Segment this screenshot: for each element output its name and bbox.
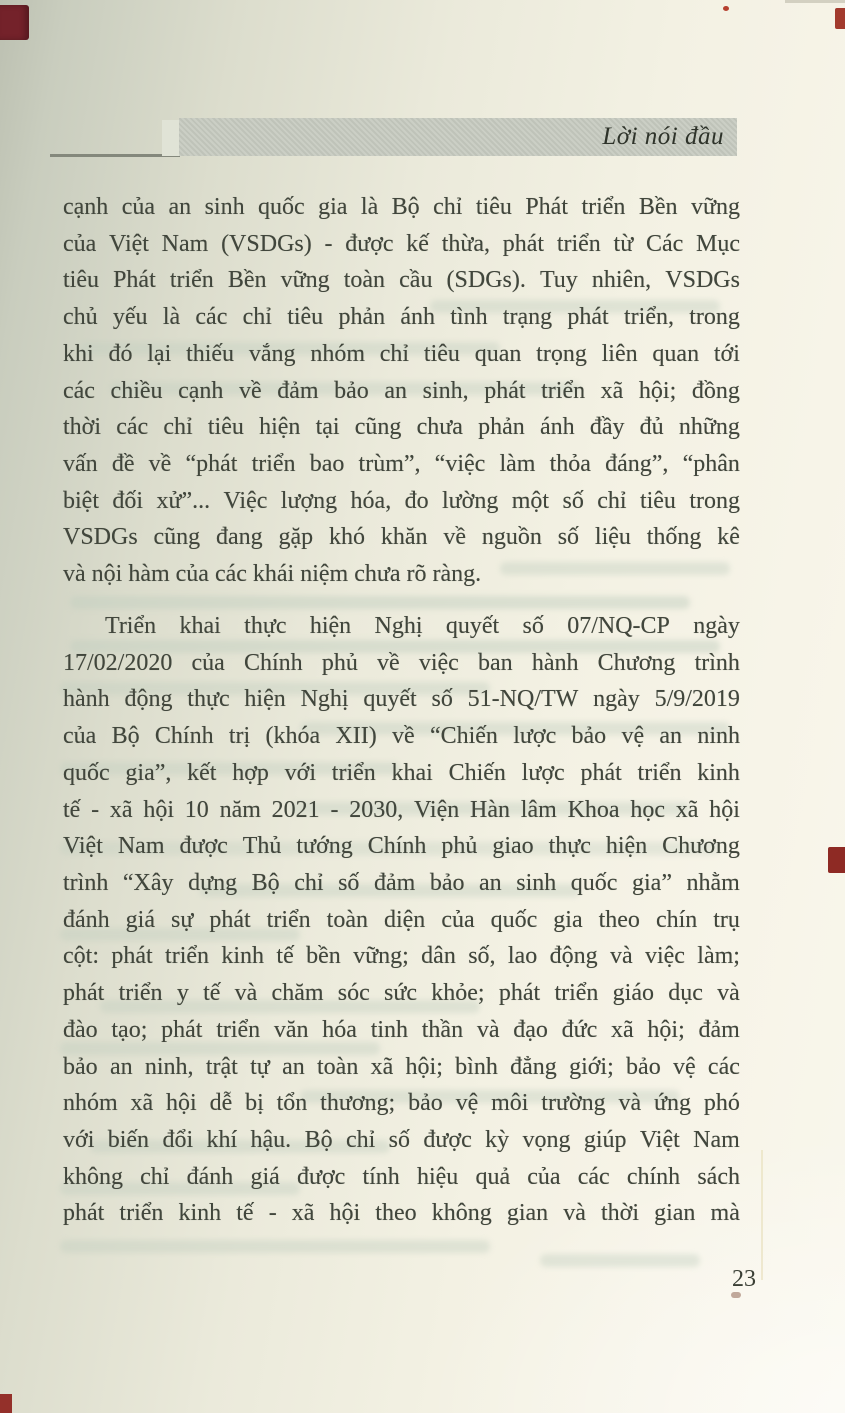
- running-header-title: Lời nói đầu: [602, 123, 724, 150]
- text-line: Việt Nam được Thủ tướng Chính phủ giao thực hiện Chương: [63, 833, 740, 860]
- page-fold-line: [761, 1150, 763, 1280]
- header-bar: [179, 118, 737, 156]
- text-line: các chiều cạnh về đảm bảo an sinh, phát triển xã hội; đồng: [63, 377, 740, 404]
- text-line: quốc gia”, kết hợp với triển khai Chiến lược phát triển kinh: [63, 759, 740, 786]
- text-line: của Bộ Chính trị (khóa XII) về “Chiến lược bảo vệ an ninh: [63, 723, 740, 750]
- text-line: chủ yếu là các chỉ tiêu phản ánh tình trạng phát triển, trong: [63, 304, 740, 331]
- text-block: [63, 189, 740, 1232]
- page-number: 23: [732, 1266, 756, 1292]
- text-line: phát triển y tế và chăm sóc sức khỏe; phát triển giáo dục và: [63, 980, 740, 1007]
- text-line: biệt đối xử”... Việc lượng hóa, đo lường một số chỉ tiêu trong: [63, 487, 740, 514]
- scan-speck: [731, 1292, 741, 1298]
- text-line: tế - xã hội 10 năm 2021 - 2030, Viện Hàn lâm Khoa học xã hội: [63, 796, 740, 823]
- paragraph: [63, 608, 740, 1232]
- text-line: vấn đề về “phát triển bao trùm”, “việc làm thỏa đáng”, “phân: [63, 451, 740, 478]
- print-mark-red-dot: [723, 6, 729, 11]
- text-line: phát triển kinh tế - xã hội theo không gian và thời gian mà: [63, 1200, 740, 1227]
- text-line: cột: phát triển kinh tế bền vững; dân số, lao động và việc làm;: [63, 943, 740, 970]
- text-line: nhóm xã hội dễ bị tổn thương; bảo vệ môi trường và ứng phó: [63, 1090, 740, 1117]
- print-mark-top-left: [0, 5, 29, 40]
- text-line: và nội hàm của các khái niệm chưa rõ ràng.: [63, 561, 482, 588]
- text-line: cạnh của an sinh quốc gia là Bộ chỉ tiêu Phát triển Bền vững: [63, 194, 740, 220]
- scan-edge-smudge: [785, 0, 845, 3]
- print-mark-top-right: [835, 8, 845, 29]
- text-line: VSDGs cũng đang gặp khó khăn về nguồn số liệu thống kê: [63, 524, 740, 551]
- text-line: 17/02/2020 của Chính phủ về việc ban hành Chương trình: [63, 649, 740, 676]
- text-line: đánh giá sự phát triển toàn diện của quốc gia theo chín trụ: [63, 906, 740, 933]
- text-line: với biến đổi khí hậu. Bộ chỉ số được kỳ vọng giúp Việt Nam: [63, 1126, 740, 1153]
- header-bar-gap: [162, 120, 179, 156]
- text-line: trình “Xây dựng Bộ chỉ số đảm bảo an sinh quốc gia” nhằm: [63, 869, 740, 896]
- text-line: Triển khai thực hiện Nghị quyết số 07/NQ-CP ngày: [105, 612, 740, 639]
- print-mark-bottom-left: [0, 1394, 12, 1413]
- text-line: bảo an ninh, trật tự an toàn xã hội; bình đẳng giới; bảo vệ các: [63, 1053, 740, 1080]
- print-mark-right-middle: [828, 847, 845, 873]
- text-line: đào tạo; phát triển văn hóa tinh thần và đạo đức xã hội; đảm: [63, 1016, 740, 1043]
- text-line: thời các chỉ tiêu hiện tại cũng chưa phản ánh đầy đủ những: [63, 414, 740, 441]
- text-line: tiêu Phát triển Bền vững toàn cầu (SDGs). Tuy nhiên, VSDGs: [63, 267, 740, 294]
- text-line: khi đó lại thiếu vắng nhóm chỉ tiêu quan trọng liên quan tới: [63, 340, 740, 367]
- text-line: không chỉ đánh giá được tính hiệu quả của các chính sách: [63, 1163, 740, 1190]
- header-rule: [50, 154, 180, 157]
- paragraph: [63, 189, 740, 593]
- text-line: của Việt Nam (VSDGs) - được kế thừa, phát triển từ Các Mục: [63, 230, 740, 257]
- text-line: hành động thực hiện Nghị quyết số 51-NQ/TW ngày 5/9/2019: [63, 686, 740, 713]
